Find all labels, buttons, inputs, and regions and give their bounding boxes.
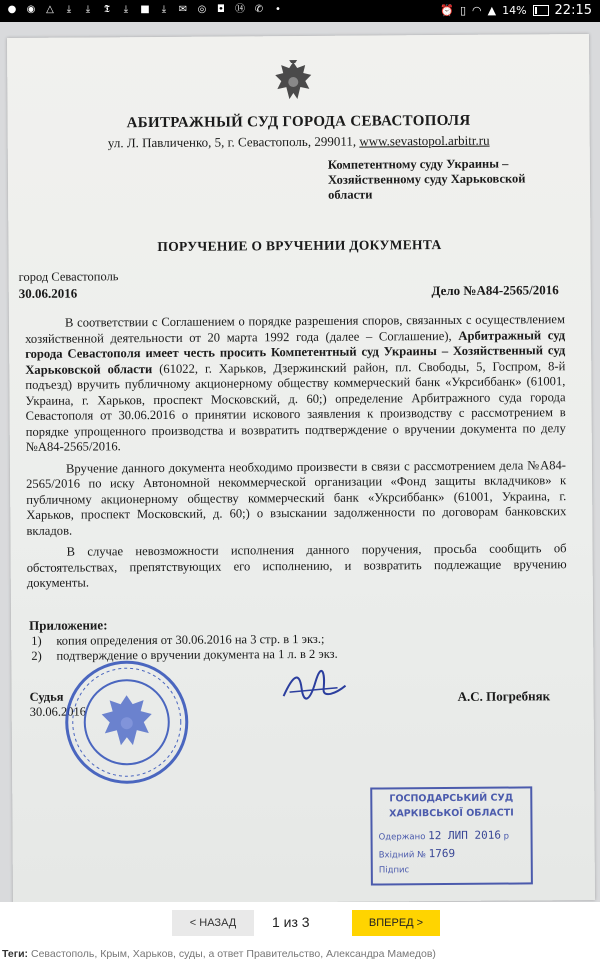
court-address-text: ул. Л. Павличенко, 5, г. Севастополь, 299011, [107, 133, 357, 151]
court-address [8, 132, 590, 152]
mail-icon: ✉ [178, 4, 188, 15]
nyt-icon: 𝕿 [103, 4, 111, 15]
paragraph-2: Вручение данного документа необходимо произвести в связи с рассмотрением дела №А84-2565/2016 по иску Автономной некоммерческой организации «Фонд защиты вкладчиков» к публичному акционерному обществу коммерческий банк «Укрсиббанк» (61001, Украина, г. Харьков, проспект Московский, д. 60;) о взыскании задолженности по договорам банковских вкладов. [26, 457, 567, 538]
registration-stamp [370, 786, 533, 885]
download-icon: ⤓ [66, 4, 72, 15]
instagram-icon: ◘ [217, 4, 225, 15]
stamp-received-row [379, 829, 510, 843]
ok-icon: ◎ [197, 4, 207, 15]
paragraph-1 [25, 312, 566, 455]
tags-label: Теги: [2, 948, 29, 960]
paragraph-1-bold: Арбитражный суд города Севастополя имеет честь просить Компетентный суд Украины – Хозяйственный суд Харьковской области [25, 327, 566, 377]
badge-icon: ⑭ [235, 4, 245, 15]
more-icon: • [275, 4, 281, 15]
facebook-icon: ■ [140, 4, 150, 15]
status-bar [0, 0, 600, 22]
court-seal-icon [61, 657, 192, 788]
document-photo[interactable] [0, 22, 600, 902]
stamp-signature-label: Підпис [378, 865, 410, 876]
judge-name: А.С. Погребняк [457, 688, 551, 704]
document-date: 30.06.2016 [18, 285, 78, 301]
clock: 22:15 [554, 3, 592, 18]
stamp-incoming-value: 1769 [428, 846, 456, 861]
judge-date: 30.06.2016 [29, 704, 86, 719]
wifi-icon: ◠ [472, 4, 482, 17]
previous-button[interactable]: < НАЗАД [172, 910, 254, 936]
signature-icon [279, 668, 349, 706]
alarm-icon: ⏰ [440, 4, 454, 17]
battery-icon [533, 5, 549, 16]
viber-icon: ✆ [254, 4, 264, 15]
paragraph-3: В случае невозможности исполнения данного поручения, просьба сообщить об обстоятельствах, препятствующих его исполнению, и возвратить подлежащие вручению документы. [26, 541, 567, 590]
coat-of-arms-icon [271, 58, 315, 108]
list-item-text: копия определения от 30.06.2016 на 3 стр. в 1 экз.; [56, 631, 325, 648]
gallery-pagination [0, 902, 600, 946]
addressee-line: Хозяйственному суду Харьковской [327, 171, 526, 187]
signal-icon: ● [7, 4, 17, 15]
stamp-received-label: Одержано [378, 832, 426, 843]
court-name: АБИТРАЖНЫЙ СУД ГОРОДА СЕВАСТОПОЛЯ [126, 112, 471, 132]
paragraph-1-prefix: В соответствии с Соглашением о порядке разрешения споров, связанных с осуществлением хозяйственной деятельности от 20 марта 1992 года (далее – Соглашение), [25, 312, 566, 346]
list-item-number: 1) [31, 633, 42, 648]
appendix-heading: Приложение: [29, 617, 108, 633]
tags-line [2, 948, 598, 960]
page-indicator: 1 из 3 [272, 914, 310, 930]
city: город Севастополь [18, 269, 119, 284]
download-icon: ⤓ [161, 4, 167, 15]
document-page [7, 34, 595, 904]
stamp-title-line: ГОСПОДАРСЬКИЙ СУД [389, 792, 514, 805]
cell-signal-icon: ▲ [487, 4, 497, 17]
next-button[interactable]: ВПЕРЕД > [352, 910, 440, 936]
paragraph-1-rest: (61022, г. Харьков, Дзержинский район, пл. Свободы, 5, Госпром, 8-й подъезд) вручить публичному акционерному обществу коммерческий банк «Укрсиббанк» (61001, Украина, г. Харьков, проспект Московский, д. 60;) определение Арбитражного суда города Севастополя от 30.06.2016 о принятии искового заявления к производству с рассмотрением в порядке упрощенного производства и возвратить подтверждение о вручении документа по делу №А84-2565/2016. [25, 358, 566, 454]
tags-text[interactable]: Севастополь, Крым, Харьков, суды, а ответ Правительство, Александра Мамедов) [30, 948, 436, 960]
addressee-line: области [328, 187, 373, 202]
document-title: ПОРУЧЕНИЕ О ВРУЧЕНИИ ДОКУМЕНТА [157, 237, 442, 254]
document-body [25, 312, 567, 597]
case-number: Дело №А84-2565/2016 [431, 282, 559, 299]
list-item-number: 2) [31, 648, 42, 663]
notification-icons [6, 3, 284, 17]
list-item-text: подтверждение о вручении документа на 1 л. в 2 экз. [56, 646, 338, 663]
stamp-incoming-row [379, 847, 456, 861]
stamp-received-value: 12 ЛИП 2016 [428, 828, 501, 843]
chat-icon: ◉ [26, 4, 36, 15]
warning-icon: △ [46, 4, 54, 15]
download-icon: ⤓ [85, 4, 91, 15]
addressee [328, 156, 568, 203]
stamp-incoming-label: Вхідний № [378, 850, 426, 861]
court-website-link[interactable]: www.sevastopol.arbitr.ru [359, 132, 490, 149]
battery-percent: 14% [502, 4, 527, 17]
stamp-title-line: ХАРКІВСЬКОЇ ОБЛАСТІ [389, 807, 514, 820]
stamp-received-suffix: р [503, 831, 510, 842]
stamp-signature-row [379, 865, 409, 875]
addressee-line: Компетентному суду Украины – [327, 156, 509, 172]
download-icon: ⤓ [123, 4, 129, 15]
judge-label: Судья [29, 689, 64, 704]
vibrate-icon: ▯ [459, 4, 466, 17]
